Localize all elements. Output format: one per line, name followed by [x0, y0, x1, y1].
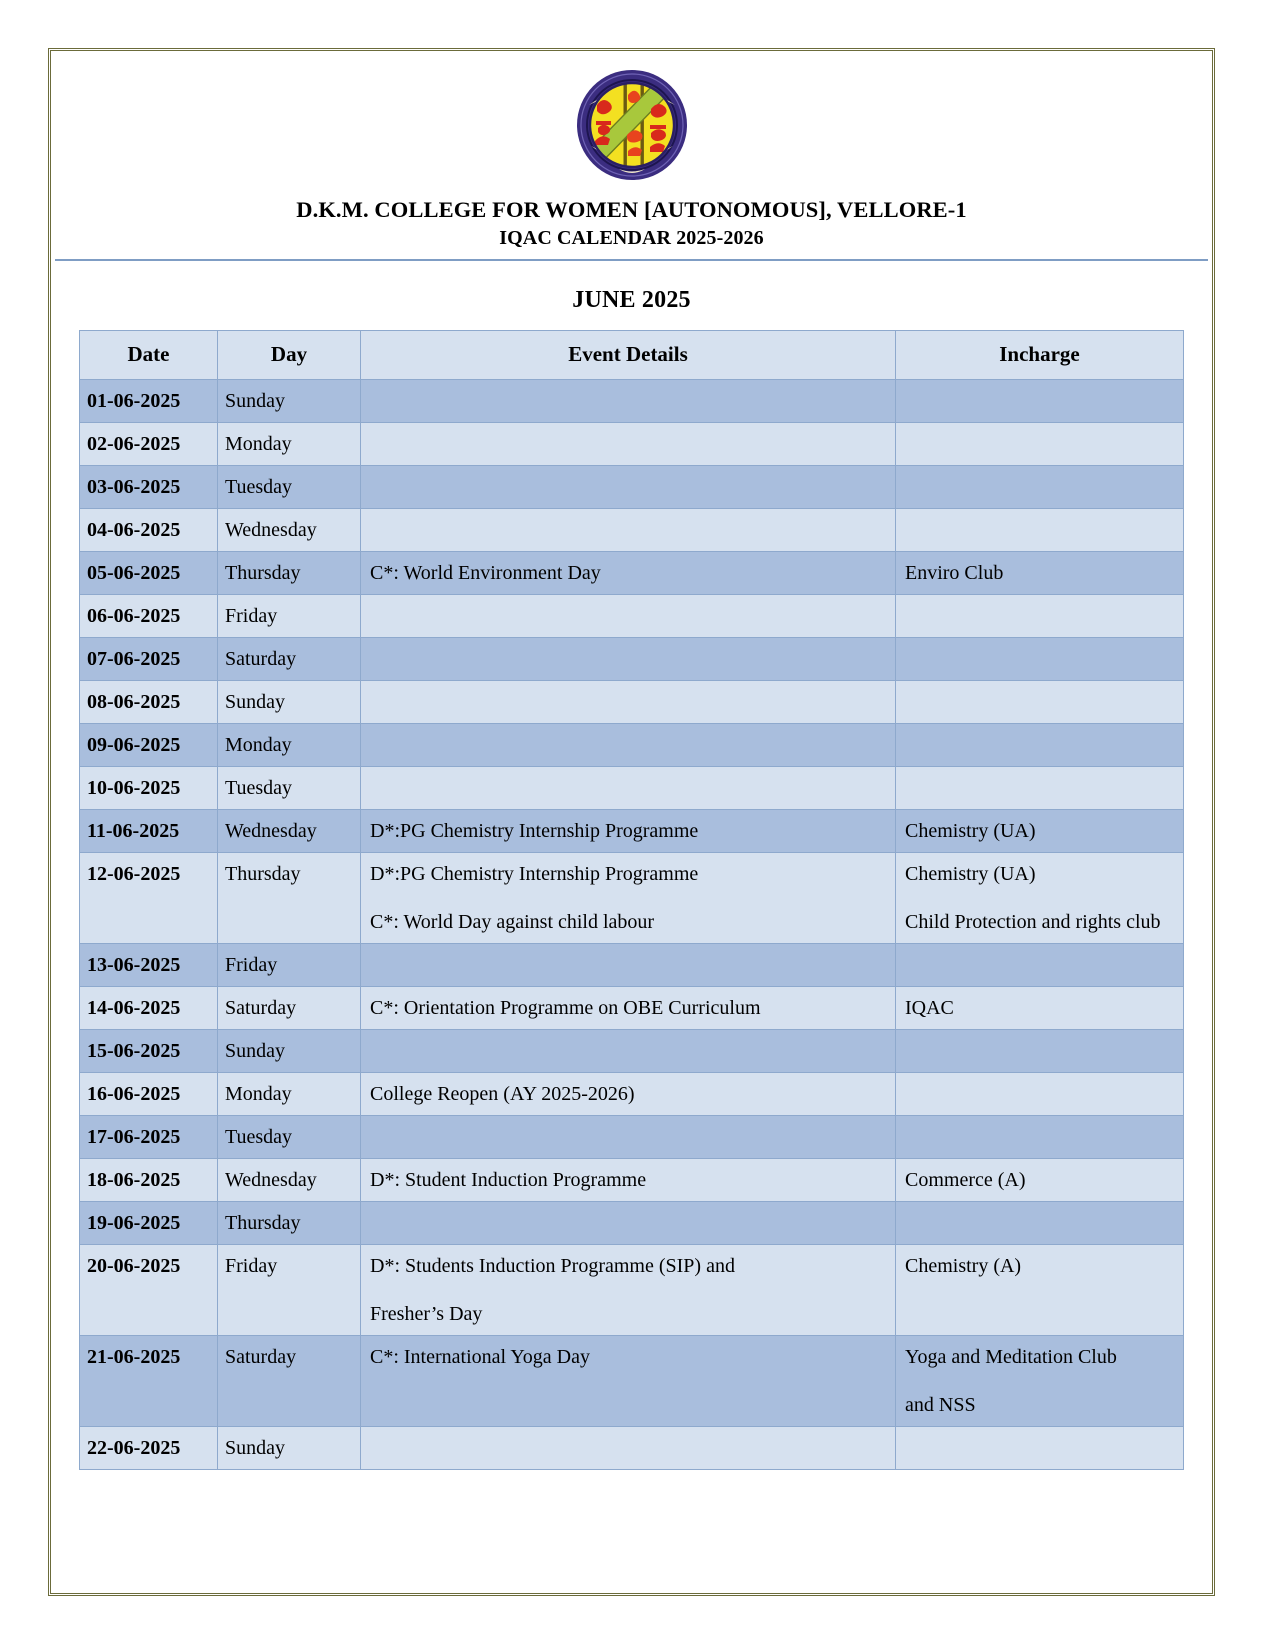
cell-day: Saturday — [218, 638, 361, 681]
incharge-line: IQAC — [905, 997, 954, 1020]
incharge-line: Commerce (A) — [905, 1169, 1026, 1192]
cell-day: Sunday — [218, 380, 361, 423]
event-line: D*:PG Chemistry Internship Programme — [370, 863, 699, 886]
cell-incharge — [896, 1202, 1184, 1245]
table-row — [80, 944, 1184, 987]
cell-date: 09-06-2025 — [80, 724, 218, 767]
table-row — [80, 1030, 1184, 1073]
calendar-title: IQAC CALENDAR 2025-2026 — [499, 226, 764, 249]
cell-incharge — [896, 638, 1184, 681]
cell-event-details — [361, 1202, 896, 1245]
table-row — [80, 1159, 1184, 1202]
cell-event-details — [361, 1159, 896, 1202]
column-header-incharge: Incharge — [896, 330, 1184, 380]
table-row — [80, 1116, 1184, 1159]
cell-event-details — [361, 1245, 896, 1336]
college-logo — [51, 65, 1212, 185]
event-line: D*: Students Induction Programme (SIP) and — [370, 1255, 735, 1278]
cell-date: 03-06-2025 — [80, 466, 218, 509]
cell-event-details — [361, 987, 896, 1030]
cell-incharge — [896, 1030, 1184, 1073]
cell-date: 15-06-2025 — [80, 1030, 218, 1073]
incharge-line: Chemistry (UA) — [905, 820, 1036, 843]
table-row — [80, 595, 1184, 638]
cell-event-details — [361, 595, 896, 638]
event-line: College Reopen (AY 2025-2026) — [370, 1083, 635, 1106]
cell-day: Tuesday — [218, 466, 361, 509]
table-row — [80, 466, 1184, 509]
cell-event-details — [361, 1427, 896, 1470]
cell-date: 04-06-2025 — [80, 509, 218, 552]
cell-event-details — [361, 638, 896, 681]
cell-incharge — [896, 853, 1184, 944]
cell-day: Sunday — [218, 681, 361, 724]
cell-event-details — [361, 552, 896, 595]
cell-incharge — [896, 380, 1184, 423]
cell-incharge — [896, 987, 1184, 1030]
cell-date: 22-06-2025 — [80, 1427, 218, 1470]
cell-incharge — [896, 767, 1184, 810]
document-header — [51, 51, 1212, 261]
cell-event-details — [361, 380, 896, 423]
event-line: Fresher’s Day — [370, 1303, 483, 1326]
cell-incharge — [896, 509, 1184, 552]
month-title: JUNE 2025 — [572, 286, 691, 313]
cell-date: 16-06-2025 — [80, 1073, 218, 1116]
cell-day: Wednesday — [218, 1159, 361, 1202]
cell-incharge — [896, 423, 1184, 466]
cell-day: Friday — [218, 944, 361, 987]
table-row — [80, 767, 1184, 810]
cell-event-details — [361, 1116, 896, 1159]
cell-day: Wednesday — [218, 509, 361, 552]
table-header-row — [80, 330, 1184, 380]
cell-event-details — [361, 681, 896, 724]
table-row — [80, 810, 1184, 853]
incharge-line: Chemistry (A) — [905, 1255, 1022, 1278]
table-row — [80, 1427, 1184, 1470]
org-title: D.K.M. COLLEGE FOR WOMEN [AUTONOMOUS], VELLORE-1 — [296, 197, 967, 222]
cell-date: 11-06-2025 — [80, 810, 218, 853]
table-row — [80, 638, 1184, 681]
event-line: D*:PG Chemistry Internship Programme — [370, 820, 699, 843]
cell-date: 01-06-2025 — [80, 380, 218, 423]
table-row — [80, 853, 1184, 944]
event-line: D*: Student Induction Programme — [370, 1169, 647, 1192]
event-line: C*: International Yoga Day — [370, 1346, 590, 1369]
cell-incharge — [896, 595, 1184, 638]
cell-date: 08-06-2025 — [80, 681, 218, 724]
page-content — [51, 51, 1212, 1593]
event-line: C*: Orientation Programme on OBE Curriculum — [370, 997, 761, 1020]
table-row — [80, 509, 1184, 552]
calendar-table-wrapper — [51, 330, 1212, 1471]
cell-incharge — [896, 1159, 1184, 1202]
cell-date: 10-06-2025 — [80, 767, 218, 810]
cell-date: 20-06-2025 — [80, 1245, 218, 1336]
cell-event-details — [361, 509, 896, 552]
cell-incharge — [896, 944, 1184, 987]
calendar-table — [79, 330, 1184, 1471]
cell-incharge — [896, 724, 1184, 767]
cell-incharge — [896, 810, 1184, 853]
cell-event-details — [361, 1336, 896, 1427]
cell-day: Thursday — [218, 1202, 361, 1245]
dkm-college-seal-icon — [565, 65, 699, 185]
cell-day: Monday — [218, 423, 361, 466]
event-line: C*: World Environment Day — [370, 562, 601, 585]
cell-event-details — [361, 423, 896, 466]
cell-day: Saturday — [218, 987, 361, 1030]
cell-date: 19-06-2025 — [80, 1202, 218, 1245]
cell-incharge — [896, 681, 1184, 724]
cell-event-details — [361, 767, 896, 810]
cell-incharge — [896, 1336, 1184, 1427]
table-body — [80, 380, 1184, 1470]
cell-incharge — [896, 1245, 1184, 1336]
cell-date: 14-06-2025 — [80, 987, 218, 1030]
incharge-line: Chemistry (UA) — [905, 863, 1036, 886]
cell-day: Sunday — [218, 1427, 361, 1470]
cell-event-details — [361, 810, 896, 853]
cell-event-details — [361, 724, 896, 767]
table-header — [80, 330, 1184, 380]
cell-day: Friday — [218, 1245, 361, 1336]
table-row — [80, 1073, 1184, 1116]
cell-event-details — [361, 944, 896, 987]
incharge-line: and NSS — [905, 1394, 976, 1417]
cell-incharge — [896, 466, 1184, 509]
table-row — [80, 423, 1184, 466]
table-row — [80, 1336, 1184, 1427]
cell-event-details — [361, 1030, 896, 1073]
cell-incharge — [896, 1073, 1184, 1116]
column-header-day: Day — [218, 330, 361, 380]
table-row — [80, 552, 1184, 595]
cell-date: 21-06-2025 — [80, 1336, 218, 1427]
cell-day: Thursday — [218, 853, 361, 944]
table-row — [80, 380, 1184, 423]
cell-date: 13-06-2025 — [80, 944, 218, 987]
cell-date: 05-06-2025 — [80, 552, 218, 595]
page-frame — [48, 48, 1215, 1596]
incharge-line: Enviro Club — [905, 562, 1004, 585]
cell-date: 06-06-2025 — [80, 595, 218, 638]
cell-day: Sunday — [218, 1030, 361, 1073]
incharge-line: Yoga and Meditation Club — [905, 1346, 1117, 1369]
cell-day: Saturday — [218, 1336, 361, 1427]
cell-event-details — [361, 466, 896, 509]
table-row — [80, 987, 1184, 1030]
cell-date: 07-06-2025 — [80, 638, 218, 681]
incharge-line: Child Protection and rights club — [905, 911, 1161, 934]
event-line: C*: World Day against child labour — [370, 911, 655, 934]
cell-day: Friday — [218, 595, 361, 638]
column-header-date: Date — [80, 330, 218, 380]
cell-event-details — [361, 853, 896, 944]
cell-date: 02-06-2025 — [80, 423, 218, 466]
cell-day: Monday — [218, 724, 361, 767]
cell-date: 17-06-2025 — [80, 1116, 218, 1159]
cell-day: Wednesday — [218, 810, 361, 853]
cell-incharge — [896, 1427, 1184, 1470]
cell-day: Thursday — [218, 552, 361, 595]
cell-day: Monday — [218, 1073, 361, 1116]
cell-day: Tuesday — [218, 767, 361, 810]
table-row — [80, 724, 1184, 767]
table-row — [80, 681, 1184, 724]
table-row — [80, 1202, 1184, 1245]
cell-incharge — [896, 552, 1184, 595]
cell-date: 18-06-2025 — [80, 1159, 218, 1202]
cell-incharge — [896, 1116, 1184, 1159]
cell-date: 12-06-2025 — [80, 853, 218, 944]
cell-day: Tuesday — [218, 1116, 361, 1159]
table-row — [80, 1245, 1184, 1336]
column-header-event: Event Details — [361, 330, 896, 380]
cell-event-details — [361, 1073, 896, 1116]
